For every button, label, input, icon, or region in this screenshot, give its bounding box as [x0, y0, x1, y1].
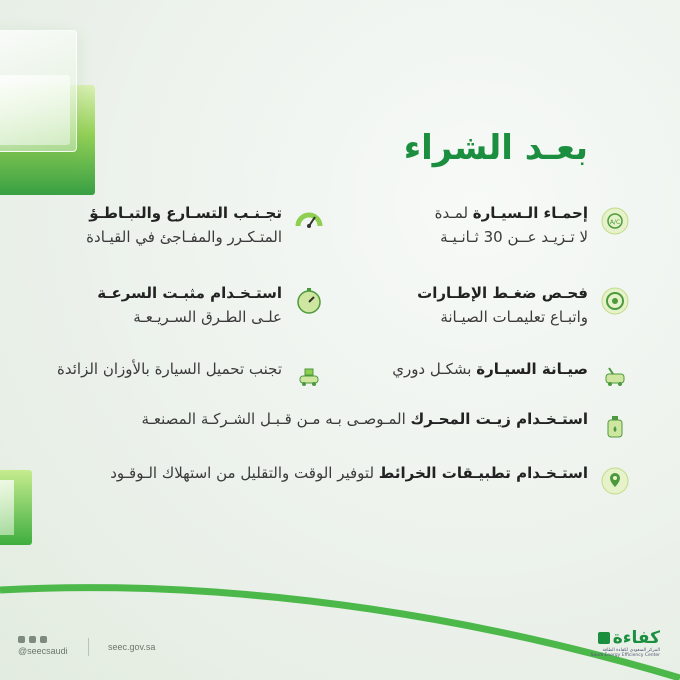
social-icons [18, 636, 68, 643]
tip-maintenance [392, 360, 632, 394]
brand-name-row [591, 628, 660, 648]
brand-logo-icon [598, 632, 610, 644]
decorative-glass-panel-bottom [0, 480, 14, 535]
tip-maintenance-bold: صيـانة السيـارة [476, 360, 588, 378]
brand-name: كفاءة [612, 628, 660, 648]
tip-maintenance-rest: بشكـل دوري [392, 360, 477, 378]
tip-idle-line2: لا تـزيـد عــن 30 ثـانـيـة [440, 228, 588, 246]
wrench-car-icon [598, 360, 632, 394]
brand-sub-en: Saudi Energy Efficiency Center [590, 653, 660, 658]
tip-cruise-control [97, 284, 326, 326]
social-handle[interactable]: @seecsaudi [18, 646, 68, 656]
linkedin-icon[interactable] [40, 636, 47, 643]
website-link[interactable]: seec.gov.sa [108, 642, 156, 652]
tip-avoid-overload [57, 360, 326, 394]
tip-avoid-acceleration [86, 204, 326, 246]
brand-logo-block [591, 628, 660, 658]
tip-engine-warmup [435, 204, 632, 246]
tip-engine-oil [141, 410, 632, 444]
tip-tire-pressure [417, 284, 632, 326]
tip-accel-line1: تجـنـب التسـارع والتبـاطـؤ [89, 204, 282, 222]
tip-oil-rest: المـوصـى بـه مـن قـبـل الشـركـة المصنعـة [141, 410, 411, 428]
tip-tires-line2: واتبـاع تعليمـات الصيـانة [440, 308, 588, 326]
overloaded-car-icon [292, 360, 326, 394]
map-pin-icon [598, 464, 632, 498]
cruise-control-icon [292, 284, 326, 318]
tip-maps-rest: لتوفير الوقت والتقليل من استهلاك الـوقـود [110, 464, 379, 482]
tip-idle-bold: إحمـاء الـسيـارة [472, 204, 588, 222]
footer-divider [88, 638, 89, 656]
svg-text:A/C: A/C [609, 219, 621, 226]
social-footer [18, 636, 68, 656]
tip-maps [110, 464, 632, 498]
decorative-wave [0, 560, 680, 680]
tip-oil-bold2: زيـت المحـرك [410, 410, 517, 428]
tip-accel-line2: المتـكـرر والمفـاجئ في القيـادة [86, 228, 282, 246]
tip-idle-rest: لمـدة [434, 204, 473, 222]
brand-sub-ar: المركز السعودي لكفاءة الطاقة [602, 648, 660, 653]
engine-temperature-icon [598, 204, 632, 238]
tire-gauge-icon [598, 284, 632, 318]
tip-oil-bold1: استـخـدام [516, 410, 588, 428]
oil-can-icon [598, 410, 632, 444]
page-title: بعـد الشراء [403, 128, 588, 168]
speedometer-icon [292, 204, 326, 238]
youtube-icon[interactable] [18, 636, 25, 643]
twitter-icon[interactable] [29, 636, 36, 643]
tip-load-line1: تجنب تحميل السيارة بالأوزان الزائدة [57, 360, 282, 378]
tip-maps-bold: استـخـدام تطبيـقات الخرائط [378, 464, 588, 482]
tip-cruise-line1: استـخـدام مثبـت السرعـة [97, 284, 282, 302]
decorative-glass-panel-inner [0, 75, 70, 145]
tip-tires-line1: فحـص ضغـط الإطـارات [417, 284, 588, 302]
tip-cruise-line2: علـى الطـرق السـريـعـة [133, 308, 282, 326]
